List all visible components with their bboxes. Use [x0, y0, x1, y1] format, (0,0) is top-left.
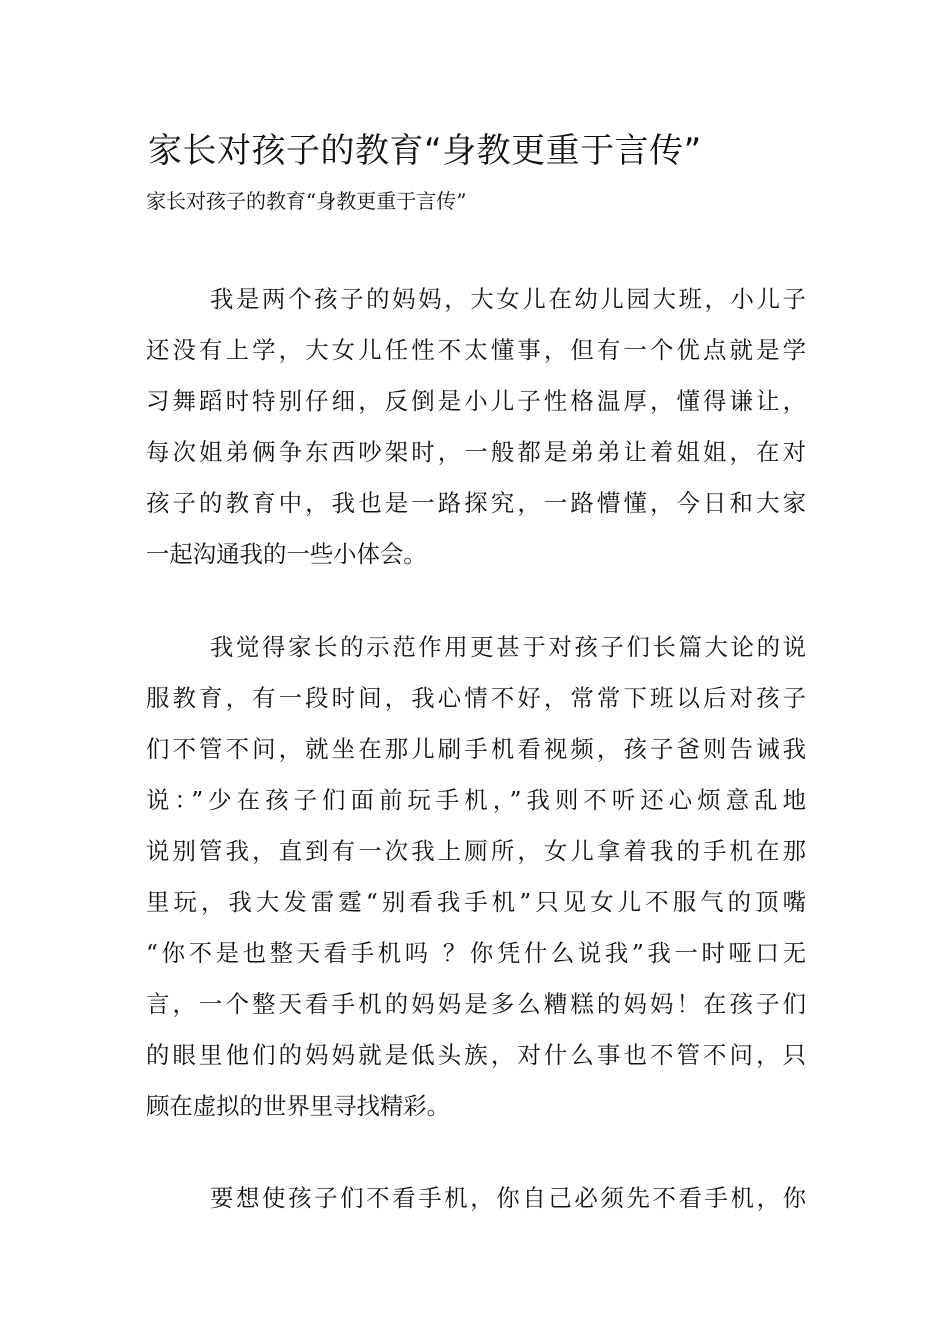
paragraph-line: 的眼里他们的妈妈就是低头族，对什么事也不管不问，只 — [146, 1041, 806, 1069]
paragraph-line: 里玩，我大发雷霆“别看我手机”只见女儿不服气的顶嘴 — [146, 888, 806, 916]
paragraph-line: 言，一个整天看手机的妈妈是多么糟糕的妈妈！在孩子们 — [146, 990, 806, 1018]
paragraph-line: 习舞蹈时特别仔细，反倒是小儿子性格温厚，懂得谦让， — [146, 387, 806, 415]
document-title: 家长对孩子的教育“身教更重于言传” — [148, 131, 702, 171]
paragraph-line: 一起沟通我的一些小体会。 — [146, 540, 427, 568]
paragraph-line: “你不是也整天看手机吗 ？你凭什么说我”我一时哑口无 — [146, 939, 806, 967]
paragraph-line: 说别管我，直到有一次我上厕所，女儿拿着我的手机在那 — [146, 837, 806, 865]
document-subtitle: 家长对孩子的教育“身教更重于言传” — [146, 189, 467, 213]
paragraph-line: 孩子的教育中，我也是一路探究，一路懵懂，今日和大家 — [146, 489, 806, 517]
paragraph-line: 每次姐弟俩争东西吵架时，一般都是弟弟让着姐姐，在对 — [146, 438, 806, 466]
paragraph-line: 要想使孩子们不看手机，你自己必须先不看手机，你 — [210, 1184, 806, 1212]
paragraph-3 — [146, 1173, 806, 1224]
paragraph-line: 我是两个孩子的妈妈，大女儿在幼儿园大班，小儿子 — [210, 285, 806, 313]
paragraph-line: 我觉得家长的示范作用更甚于对孩子们长篇大论的说 — [210, 633, 806, 661]
paragraph-1 — [146, 274, 806, 580]
paragraph-line: 还没有上学，大女儿任性不太懂事，但有一个优点就是学 — [146, 336, 806, 364]
paragraph-line: 顾在虚拟的世界里寻找精彩。 — [146, 1092, 451, 1120]
paragraph-line: 服教育，有一段时间，我心情不好，常常下班以后对孩子 — [146, 684, 806, 712]
paragraph-line: 说：”少在孩子们面前玩手机，”我则不听还心烦意乱地 — [146, 786, 806, 814]
paragraph-2 — [146, 622, 806, 1132]
paragraph-line: 们不管不问，就坐在那儿刷手机看视频，孩子爸则告诫我 — [146, 735, 806, 763]
